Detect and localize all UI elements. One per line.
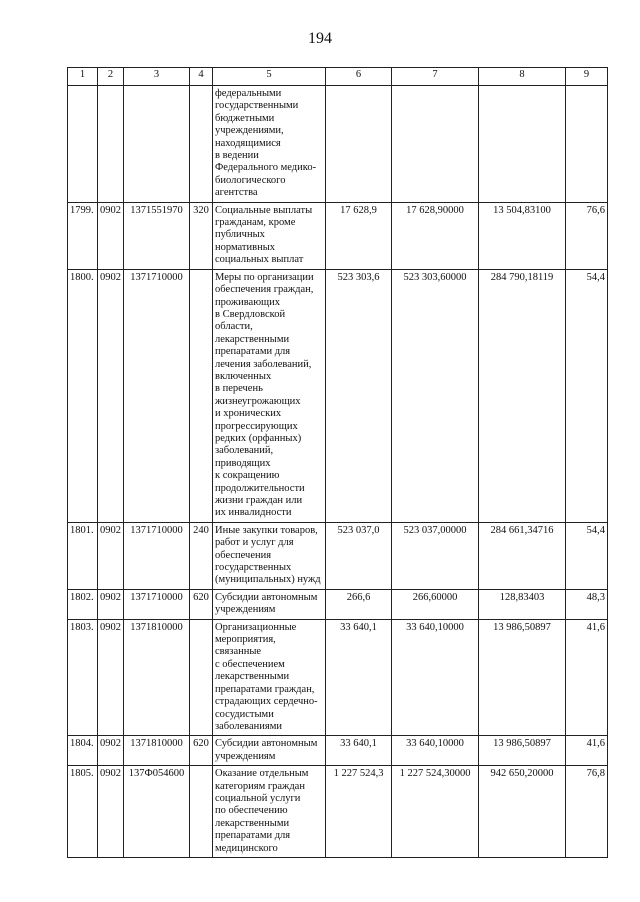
table-row <box>68 589 608 619</box>
plan-amount: 523 303,60000 <box>392 269 479 522</box>
item-name-line: Иные закупки товаров, <box>215 524 318 536</box>
column-header: 7 <box>392 68 479 86</box>
table-body <box>68 86 608 858</box>
row-number: 1805. <box>68 766 98 858</box>
item-name <box>213 589 326 619</box>
item-name-line: препаратами для <box>215 830 291 842</box>
approved-amount: 523 303,6 <box>326 269 392 522</box>
item-name-line: в ведении <box>215 150 259 162</box>
execution-percent <box>566 86 608 203</box>
approved-amount: 17 628,9 <box>326 202 392 269</box>
item-name-line: в перечень <box>215 383 263 395</box>
item-name-line: прогрессирующих <box>215 420 298 432</box>
plan-amount: 266,60000 <box>392 589 479 619</box>
item-name-line: их инвалидности <box>215 507 292 519</box>
table-row <box>68 86 608 203</box>
page-number: 194 <box>308 30 332 47</box>
item-name-line: Субсидии автономным <box>215 738 318 750</box>
column-header: 6 <box>326 68 392 86</box>
plan-amount: 33 640,10000 <box>392 619 479 736</box>
item-name-line: лекарственными <box>215 333 290 345</box>
column-header: 8 <box>479 68 566 86</box>
item-name-line: социальных выплат <box>215 254 304 266</box>
executed-amount: 284 661,34716 <box>479 522 566 589</box>
item-name-line: федеральными <box>215 88 282 99</box>
execution-percent: 41,6 <box>566 619 608 736</box>
item-name-line: заболеваниями <box>215 720 282 732</box>
item-name-line: социальной услуги <box>215 792 301 804</box>
column-header: 5 <box>213 68 326 86</box>
executed-amount: 13 504,83100 <box>479 202 566 269</box>
target-code: 137Ф054600 <box>124 766 190 858</box>
approved-amount: 33 640,1 <box>326 619 392 736</box>
item-name-line: лекарственными <box>215 817 290 829</box>
table-row <box>68 522 608 589</box>
plan-amount: 1 227 524,30000 <box>392 766 479 858</box>
item-name-line: препаратами граждан, <box>215 683 315 695</box>
row-number: 1800. <box>68 269 98 522</box>
item-name-line: обеспечения <box>215 549 272 561</box>
item-name <box>213 86 326 203</box>
target-code <box>124 86 190 203</box>
row-number <box>68 86 98 203</box>
approved-amount: 1 227 524,3 <box>326 766 392 858</box>
item-name-line: Организационные <box>215 621 297 633</box>
item-name-line: страдающих сердечно- <box>215 696 318 708</box>
approved-amount <box>326 86 392 203</box>
executed-amount: 284 790,18119 <box>479 269 566 522</box>
plan-amount <box>392 86 479 203</box>
row-number: 1801. <box>68 522 98 589</box>
item-name-line: государственными <box>215 100 299 112</box>
expense-type-code <box>190 269 213 522</box>
item-name-line: сосудистыми <box>215 708 274 720</box>
column-header: 3 <box>124 68 190 86</box>
header-row <box>68 68 608 86</box>
item-name-line: жизни граждан или <box>215 495 303 506</box>
row-number: 1799. <box>68 202 98 269</box>
item-name-line: мероприятия, <box>215 634 276 646</box>
column-header: 2 <box>98 68 124 86</box>
executed-amount: 13 986,50897 <box>479 619 566 736</box>
item-name-line: учреждениям <box>215 604 276 616</box>
item-name <box>213 522 326 589</box>
item-name-line: государственных <box>215 562 292 574</box>
item-name-line: биологического <box>215 174 286 186</box>
item-name-line: Меры по организации <box>215 271 314 283</box>
plan-amount: 33 640,10000 <box>392 736 479 766</box>
execution-percent: 76,6 <box>566 202 608 269</box>
item-name-line: медицинского <box>215 842 278 854</box>
section-code: 0902 <box>98 202 124 269</box>
item-name-line: приводящих <box>215 457 271 469</box>
item-name <box>213 736 326 766</box>
expense-type-code: 620 <box>190 736 213 766</box>
approved-amount: 266,6 <box>326 589 392 619</box>
item-name-line: с обеспечением <box>215 658 285 670</box>
table-row <box>68 736 608 766</box>
executed-amount: 128,83403 <box>479 589 566 619</box>
row-number: 1803. <box>68 619 98 736</box>
target-code: 1371710000 <box>124 269 190 522</box>
item-name-line: учреждениями, <box>215 125 284 137</box>
item-name-line: Оказание отдельным <box>215 768 309 780</box>
execution-percent: 76,8 <box>566 766 608 858</box>
item-name-line: области, <box>215 321 253 333</box>
item-name-line: категориям граждан <box>215 780 305 792</box>
target-code: 1371551970 <box>124 202 190 269</box>
item-name-line: работ и услуг для <box>215 537 294 549</box>
column-header: 4 <box>190 68 213 86</box>
item-name-line: Федерального медико- <box>215 162 317 174</box>
table-row <box>68 269 608 522</box>
plan-amount: 17 628,90000 <box>392 202 479 269</box>
item-name-line: жизнеугрожающих <box>215 395 301 407</box>
item-name <box>213 766 326 858</box>
item-name-line: обеспечения граждан, <box>215 284 314 296</box>
expense-type-code <box>190 86 213 203</box>
execution-percent: 54,4 <box>566 269 608 522</box>
item-name-line: препаратами для <box>215 346 291 358</box>
expense-type-code: 240 <box>190 522 213 589</box>
approved-amount: 33 640,1 <box>326 736 392 766</box>
column-header: 1 <box>68 68 98 86</box>
item-name-line: Субсидии автономным <box>215 591 318 603</box>
expense-type-code <box>190 619 213 736</box>
column-header: 9 <box>566 68 608 86</box>
item-name-line: нормативных <box>215 241 276 253</box>
item-name-line: лечения заболеваний, <box>215 358 312 370</box>
table-row <box>68 619 608 736</box>
item-name-line: (муниципальных) нужд <box>215 574 321 586</box>
execution-percent: 48,3 <box>566 589 608 619</box>
item-name-line: учреждениям <box>215 750 276 762</box>
target-code: 1371710000 <box>124 589 190 619</box>
item-name <box>213 619 326 736</box>
expense-type-code <box>190 766 213 858</box>
item-name-line: связанные <box>215 646 262 658</box>
item-name <box>213 269 326 522</box>
target-code: 1371810000 <box>124 619 190 736</box>
expense-type-code: 620 <box>190 589 213 619</box>
section-code: 0902 <box>98 736 124 766</box>
item-name-line: публичных <box>215 229 265 241</box>
item-name-line: находящимися <box>215 137 281 149</box>
plan-amount: 523 037,00000 <box>392 522 479 589</box>
item-name-line: бюджетными <box>215 112 275 124</box>
item-name-line: гражданам, кроме <box>215 217 296 229</box>
item-name-line: и хронических <box>215 408 282 420</box>
item-name-line: в Свердловской <box>215 308 286 320</box>
executed-amount: 13 986,50897 <box>479 736 566 766</box>
item-name-line: Социальные выплаты <box>215 204 313 216</box>
section-code <box>98 86 124 203</box>
item-name-line: к сокращению <box>215 470 280 482</box>
section-code: 0902 <box>98 589 124 619</box>
item-name-line: редких (орфанных) <box>215 432 302 444</box>
section-code: 0902 <box>98 619 124 736</box>
expense-type-code: 320 <box>190 202 213 269</box>
table-row <box>68 766 608 858</box>
section-code: 0902 <box>98 766 124 858</box>
table-row <box>68 202 608 269</box>
row-number: 1804. <box>68 736 98 766</box>
execution-percent: 54,4 <box>566 522 608 589</box>
executed-amount <box>479 86 566 203</box>
item-name-line: по обеспечению <box>215 805 288 817</box>
execution-percent: 41,6 <box>566 736 608 766</box>
item-name-line: включенных <box>215 370 272 382</box>
section-code: 0902 <box>98 522 124 589</box>
item-name-line: лекарственными <box>215 671 290 683</box>
item-name-line: агентства <box>215 187 258 199</box>
section-code: 0902 <box>98 269 124 522</box>
item-name <box>213 202 326 269</box>
approved-amount: 523 037,0 <box>326 522 392 589</box>
executed-amount: 942 650,20000 <box>479 766 566 858</box>
row-number: 1802. <box>68 589 98 619</box>
item-name-line: заболеваний, <box>215 445 274 457</box>
target-code: 1371710000 <box>124 522 190 589</box>
budget-table <box>67 67 608 858</box>
item-name-line: проживающих <box>215 296 281 308</box>
target-code: 1371810000 <box>124 736 190 766</box>
item-name-line: продолжительности <box>215 482 305 494</box>
